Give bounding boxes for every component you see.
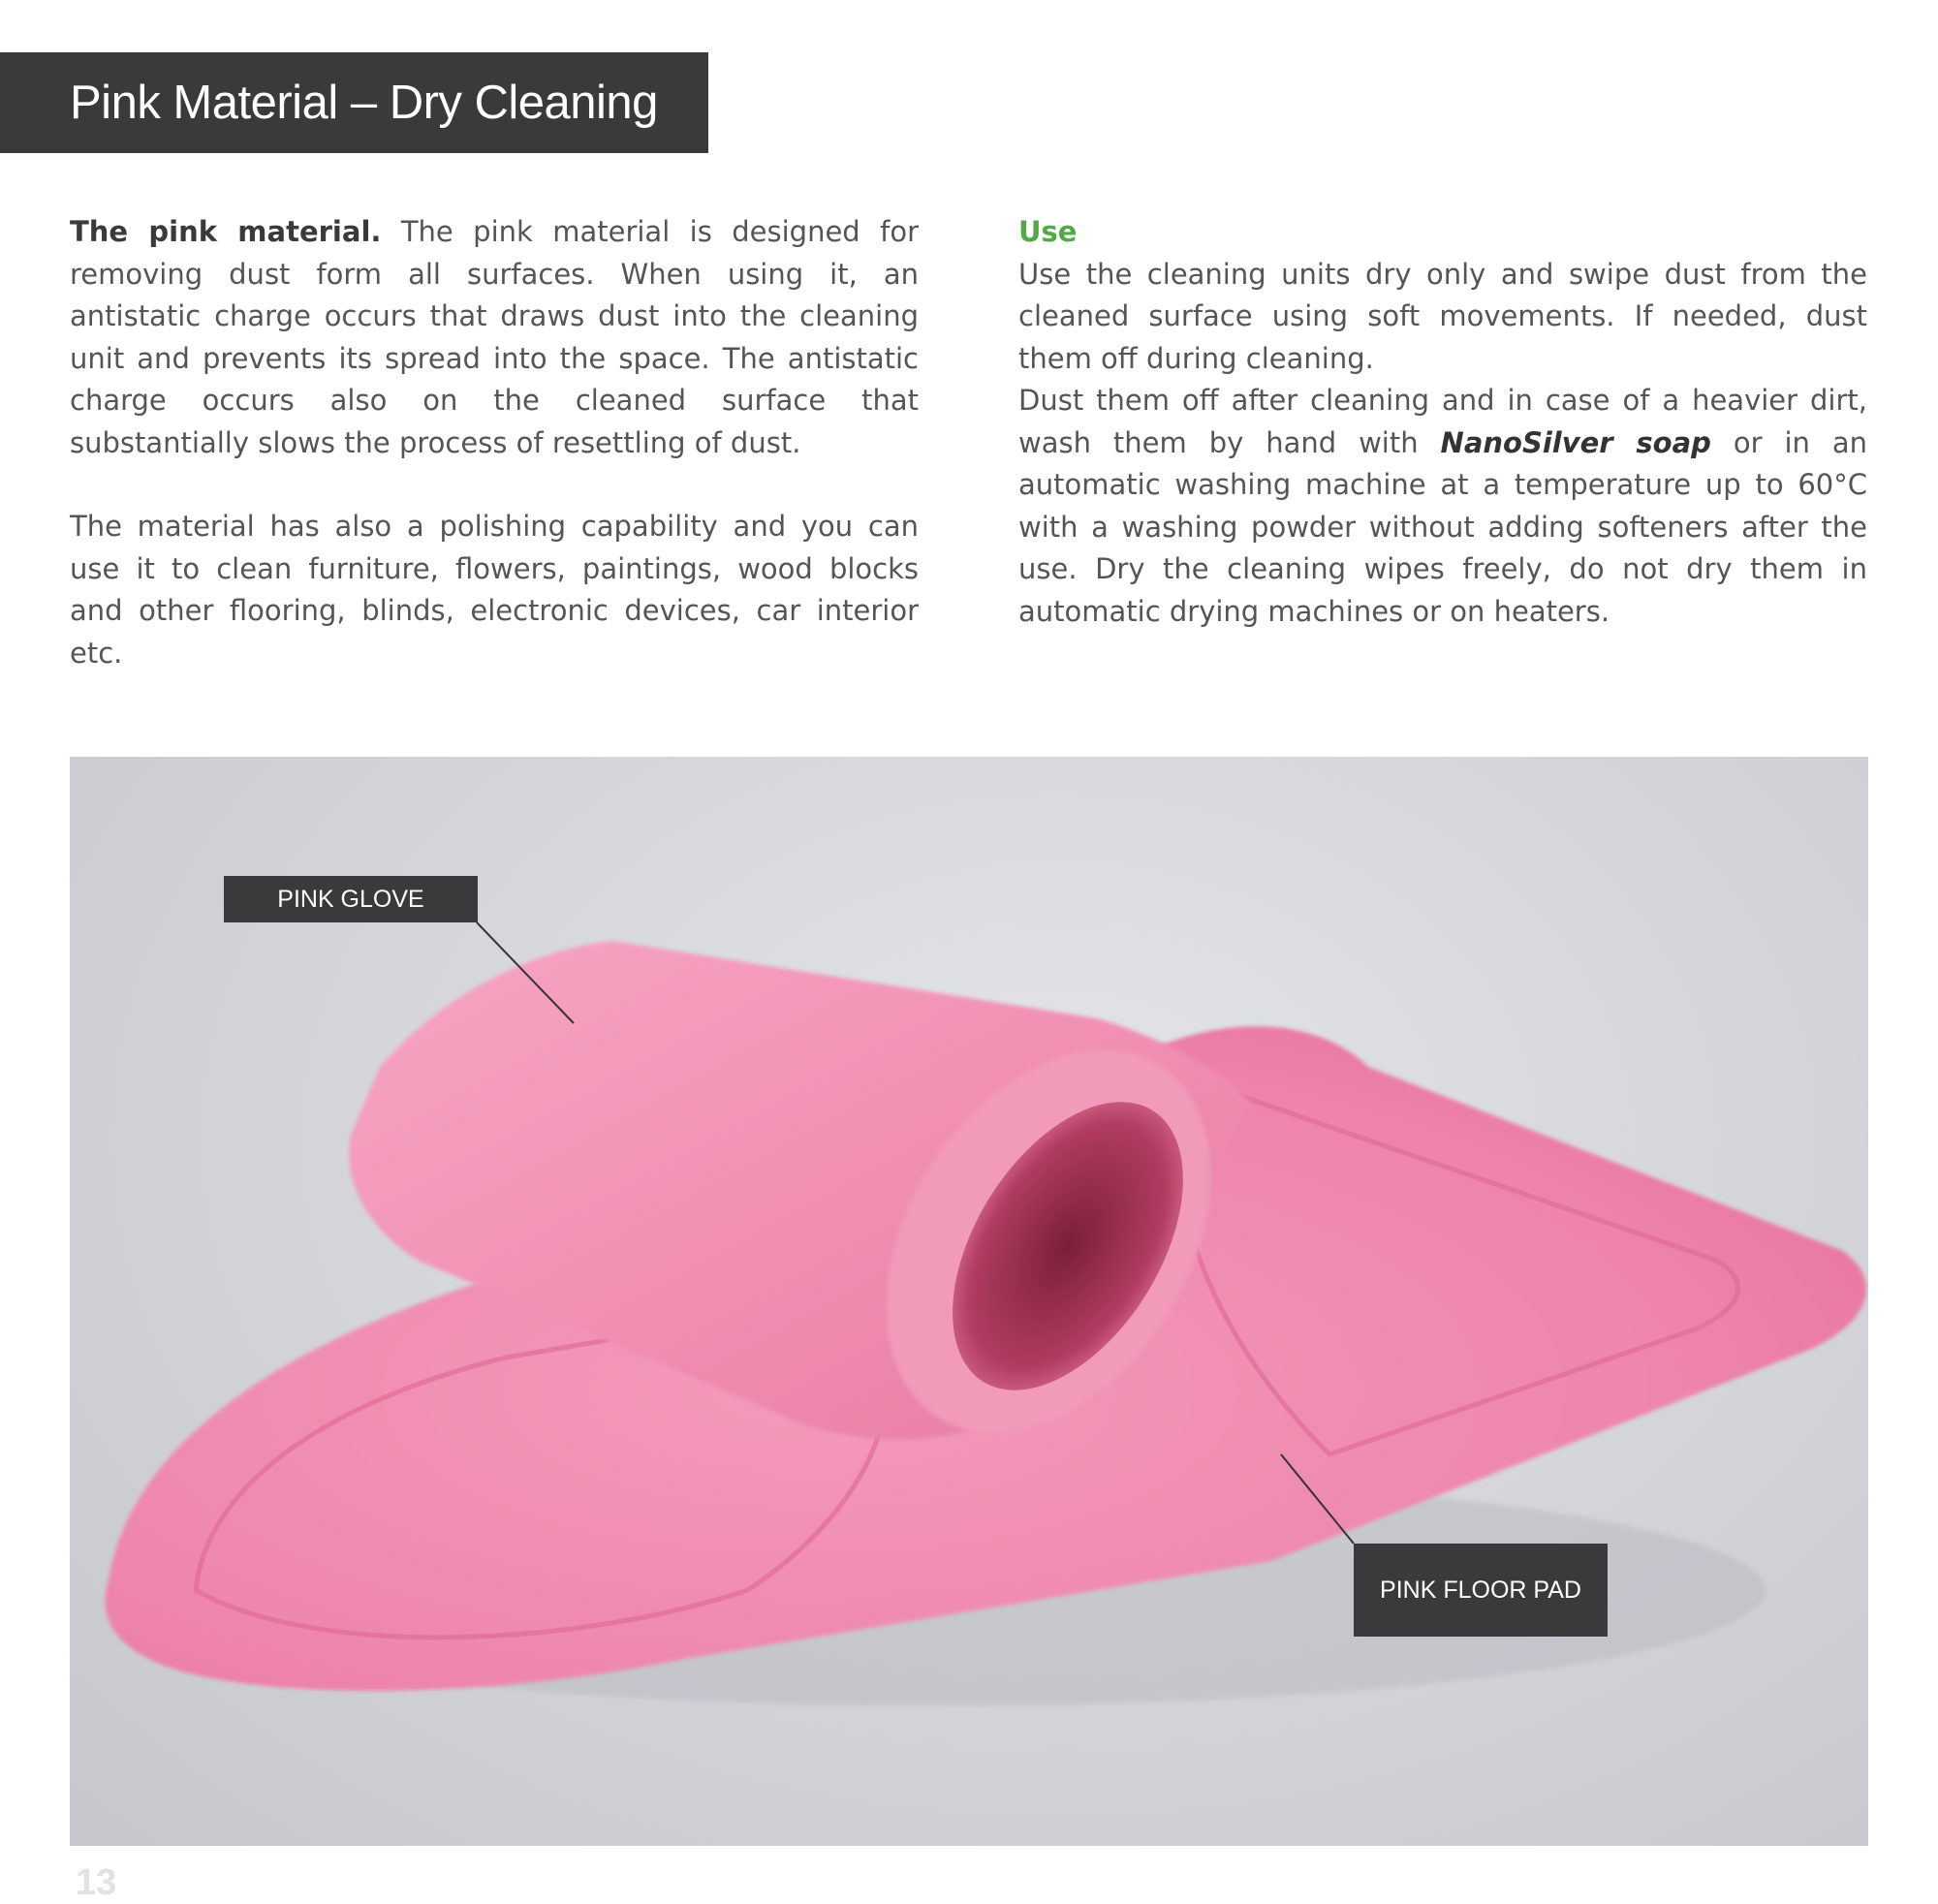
use-paragraph-1: Use the cleaning units dry only and swipe dust from the cleaned surface using soft movements. If needed, dust them off during cleaning. [1018, 257, 1867, 375]
lead-bold-text: The pink material. [70, 215, 382, 248]
intro-paragraph [70, 211, 919, 464]
pink-floor-pad-callout: PINK FLOOR PAD [1354, 1544, 1608, 1637]
use-paragraph-2-end: or in an automatic washing machine at a temperature up to 60°C with a washing powder without adding softeners after the use. Dry the cleaning wipes freely, do not dry them in automatic drying machines or on heaters. [1018, 425, 1867, 628]
product-photo [70, 757, 1868, 1846]
use-heading: Use [1018, 215, 1078, 248]
use-paragraph-2 [1018, 380, 1867, 633]
title-banner [0, 52, 708, 153]
intro-text: The pink material is designed for removing dust form all surfaces. When using it, an antistatic charge occurs that draws dust into the cleaning unit and prevents its spread into the space. The antistatic charge occurs also on the cleaned surface that substantially slows the process of resettling of dust. [70, 215, 919, 459]
brand-name: NanoSilver soap [1440, 425, 1711, 459]
page-title: Pink Material – Dry Cleaning [70, 77, 658, 129]
polishing-paragraph: The material has also a polishing capability and you can use it to clean furniture, flowers, paintings, wood blocks and other flooring, blinds, electronic devices, car interior etc. [70, 510, 919, 670]
pink-glove-callout: PINK GLOVE [224, 876, 478, 922]
page-number: 13 [76, 1862, 117, 1903]
use-paragraph-2-start: Dust them off after cleaning and in case of a heavier dirt, wash them by hand with [1018, 384, 1867, 459]
right-column [1018, 211, 1867, 633]
left-column [70, 211, 919, 674]
